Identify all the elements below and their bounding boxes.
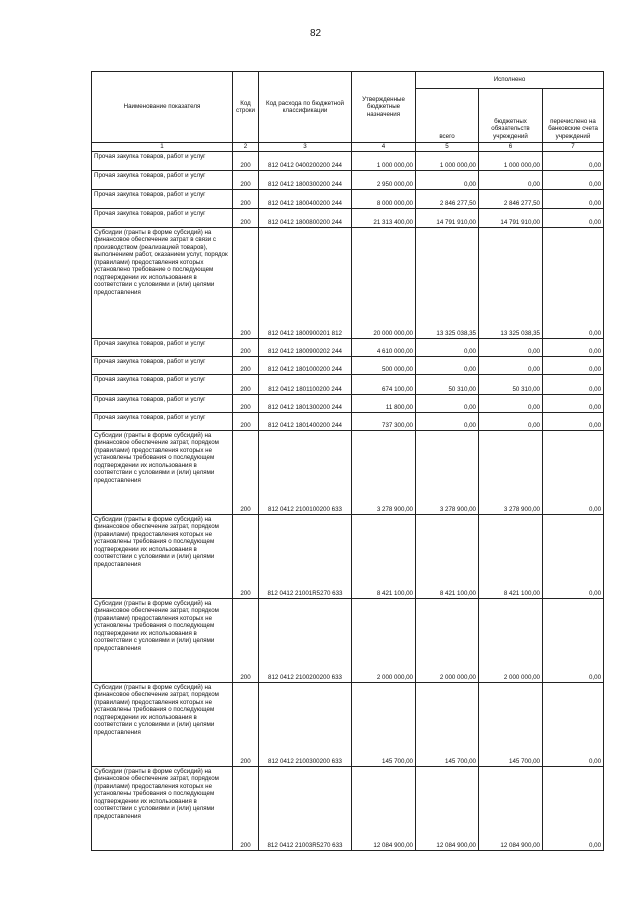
table-row — [92, 357, 604, 375]
column-numbers-row — [92, 143, 604, 152]
row-total: 0,00 — [416, 357, 479, 375]
row-budget-code: 812 0412 1801400200 244 — [259, 413, 352, 431]
row-transferred: 0,00 — [543, 599, 604, 683]
row-obligations: 1 000 000,00 — [479, 152, 543, 171]
row-budget-code: 812 0412 2100200200 633 — [259, 599, 352, 683]
row-obligations: 0,00 — [479, 357, 543, 375]
table-row — [92, 431, 604, 515]
row-name: Прочая закупка товаров, работ и услуг — [92, 357, 233, 375]
row-name: Прочая закупка товаров, работ и услуг — [92, 171, 233, 190]
header-transferred: перечислено на банковские счета учреждений — [543, 89, 604, 143]
row-total: 2 846 277,50 — [416, 190, 479, 209]
header-name: Наименование показателя — [92, 72, 233, 143]
row-obligations: 13 325 038,35 — [479, 228, 543, 339]
table-row — [92, 152, 604, 171]
table-row — [92, 171, 604, 190]
column-number: 4 — [352, 143, 416, 152]
column-number: 5 — [416, 143, 479, 152]
row-line-code: 200 — [233, 375, 259, 395]
row-name: Прочая закупка товаров, работ и услуг — [92, 190, 233, 209]
row-name: Субсидии (гранты в форме субсидий) на финансовое обеспечение затрат в связи с производством (реализацией товаров), выполнением работ, оказанием услуг, порядок (правилами) предоставления которых установлено требование о последующем подтверждении их использования в соответствии с условиями и (или) целями предоставления — [92, 228, 233, 339]
row-transferred: 0,00 — [543, 375, 604, 395]
row-total: 0,00 — [416, 395, 479, 413]
row-line-code: 200 — [233, 683, 259, 767]
row-budget-code: 812 0412 1800400200 244 — [259, 190, 352, 209]
table-row — [92, 228, 604, 339]
budget-execution-table — [91, 71, 604, 851]
row-budget-code: 812 0412 1800300200 244 — [259, 171, 352, 190]
row-approved: 12 084 900,00 — [352, 767, 416, 851]
row-total: 2 000 000,00 — [416, 599, 479, 683]
header-budget-obligations: бюджетных обязательств учреждений — [479, 89, 543, 143]
header-budget-code: Код расхода по бюджетной классификации — [259, 72, 352, 143]
page-number: 82 — [309, 28, 322, 39]
row-line-code: 200 — [233, 171, 259, 190]
row-line-code: 200 — [233, 152, 259, 171]
row-line-code: 200 — [233, 767, 259, 851]
column-number: 6 — [479, 143, 543, 152]
row-approved: 21 313 400,00 — [352, 209, 416, 228]
row-approved: 8 000 000,00 — [352, 190, 416, 209]
row-budget-code: 812 0412 1801000200 244 — [259, 357, 352, 375]
row-line-code: 200 — [233, 190, 259, 209]
row-budget-code: 812 0412 1801300200 244 — [259, 395, 352, 413]
row-transferred: 0,00 — [543, 413, 604, 431]
row-line-code: 200 — [233, 599, 259, 683]
row-total: 13 325 038,35 — [416, 228, 479, 339]
row-line-code: 200 — [233, 339, 259, 357]
row-name: Субсидии (гранты в форме субсидий) на финансовое обеспечение затрат, порядком (правилами) предоставления которых не установлены требования о последующем подтверждении их использования в соответствии с условиями и (или) целями предоставления — [92, 431, 233, 515]
header-row-top — [92, 72, 604, 89]
row-obligations: 0,00 — [479, 171, 543, 190]
row-name: Прочая закупка товаров, работ и услуг — [92, 339, 233, 357]
column-number: 7 — [543, 143, 604, 152]
row-obligations: 14 791 910,00 — [479, 209, 543, 228]
row-approved: 3 278 900,00 — [352, 431, 416, 515]
row-approved: 4 610 000,00 — [352, 339, 416, 357]
row-budget-code: 812 0412 1801100200 244 — [259, 375, 352, 395]
row-total: 12 084 900,00 — [416, 767, 479, 851]
column-number: 3 — [259, 143, 352, 152]
row-budget-code: 812 0412 2100300200 633 — [259, 683, 352, 767]
table-row — [92, 767, 604, 851]
row-approved: 145 700,00 — [352, 683, 416, 767]
table-row — [92, 683, 604, 767]
row-budget-code: 812 0412 21003R5270 633 — [259, 767, 352, 851]
row-transferred: 0,00 — [543, 357, 604, 375]
row-total: 0,00 — [416, 413, 479, 431]
row-total: 3 278 900,00 — [416, 431, 479, 515]
header-line-code: Код строки — [233, 72, 259, 143]
row-approved: 2 000 000,00 — [352, 599, 416, 683]
row-transferred: 0,00 — [543, 190, 604, 209]
header-executed: Исполнено — [416, 72, 604, 89]
table-row — [92, 190, 604, 209]
row-name: Прочая закупка товаров, работ и услуг — [92, 375, 233, 395]
row-obligations: 2 846 277,50 — [479, 190, 543, 209]
row-line-code: 200 — [233, 357, 259, 375]
row-line-code: 200 — [233, 228, 259, 339]
row-budget-code: 812 0412 1800800200 244 — [259, 209, 352, 228]
row-budget-code: 812 0412 21001R5270 633 — [259, 515, 352, 599]
header-approved: Утвержденные бюджетные назначения — [352, 72, 416, 143]
row-approved: 674 100,00 — [352, 375, 416, 395]
row-transferred: 0,00 — [543, 228, 604, 339]
row-name: Прочая закупка товаров, работ и услуг — [92, 209, 233, 228]
row-approved: 737 300,00 — [352, 413, 416, 431]
column-number: 1 — [92, 143, 233, 152]
column-number: 2 — [233, 143, 259, 152]
row-obligations: 2 000 000,00 — [479, 599, 543, 683]
row-name: Прочая закупка товаров, работ и услуг — [92, 395, 233, 413]
row-name: Субсидии (гранты в форме субсидий) на финансовое обеспечение затрат, порядком (правилами) предоставления которых не установлены требования о последующем подтверждении их использования в соответствии с условиями и (или) целями предоставления — [92, 599, 233, 683]
row-approved: 500 000,00 — [352, 357, 416, 375]
table-row — [92, 413, 604, 431]
row-name: Субсидии (гранты в форме субсидий) на финансовое обеспечение затрат, порядком (правилами) предоставления которых не установлены требования о последующем подтверждении их использования в соответствии с условиями и (или) целями предоставления — [92, 683, 233, 767]
row-line-code: 200 — [233, 395, 259, 413]
row-obligations: 145 700,00 — [479, 683, 543, 767]
row-transferred: 0,00 — [543, 515, 604, 599]
table-row — [92, 515, 604, 599]
row-obligations: 50 310,00 — [479, 375, 543, 395]
row-transferred: 0,00 — [543, 209, 604, 228]
row-budget-code: 812 0412 1800900201 812 — [259, 228, 352, 339]
row-transferred: 0,00 — [543, 152, 604, 171]
row-approved: 11 800,00 — [352, 395, 416, 413]
row-budget-code: 812 0412 1800900202 244 — [259, 339, 352, 357]
row-budget-code: 812 0412 0400200200 244 — [259, 152, 352, 171]
row-budget-code: 812 0412 2100100200 633 — [259, 431, 352, 515]
row-transferred: 0,00 — [543, 767, 604, 851]
row-line-code: 200 — [233, 515, 259, 599]
row-name: Прочая закупка товаров, работ и услуг — [92, 413, 233, 431]
row-approved: 2 950 000,00 — [352, 171, 416, 190]
row-obligations: 0,00 — [479, 395, 543, 413]
table-row — [92, 599, 604, 683]
row-obligations: 12 084 900,00 — [479, 767, 543, 851]
row-approved: 1 000 000,00 — [352, 152, 416, 171]
row-obligations: 0,00 — [479, 339, 543, 357]
row-transferred: 0,00 — [543, 171, 604, 190]
row-total: 0,00 — [416, 171, 479, 190]
row-name: Субсидии (гранты в форме субсидий) на финансовое обеспечение затрат, порядком (правилами) предоставления которых не установлены требования о последующем подтверждении их использования в соответствии с условиями и (или) целями предоставления — [92, 515, 233, 599]
table-row — [92, 375, 604, 395]
row-total: 8 421 100,00 — [416, 515, 479, 599]
row-obligations: 8 421 100,00 — [479, 515, 543, 599]
row-total: 14 791 910,00 — [416, 209, 479, 228]
row-name: Прочая закупка товаров, работ и услуг — [92, 152, 233, 171]
row-total: 145 700,00 — [416, 683, 479, 767]
row-transferred: 0,00 — [543, 339, 604, 357]
table-row — [92, 209, 604, 228]
row-name: Субсидии (гранты в форме субсидий) на финансовое обеспечение затрат, порядком (правилами) предоставления которых не установлены требования о последующем подтверждении их использования в соответствии с условиями и (или) целями предоставления — [92, 767, 233, 851]
row-line-code: 200 — [233, 413, 259, 431]
header-total: всего — [416, 89, 479, 143]
row-line-code: 200 — [233, 431, 259, 515]
row-obligations: 3 278 900,00 — [479, 431, 543, 515]
table-row — [92, 339, 604, 357]
table-row — [92, 395, 604, 413]
row-approved: 20 000 000,00 — [352, 228, 416, 339]
row-total: 1 000 000,00 — [416, 152, 479, 171]
row-line-code: 200 — [233, 209, 259, 228]
row-total: 0,00 — [416, 339, 479, 357]
row-transferred: 0,00 — [543, 683, 604, 767]
row-transferred: 0,00 — [543, 395, 604, 413]
row-approved: 8 421 100,00 — [352, 515, 416, 599]
row-total: 50 310,00 — [416, 375, 479, 395]
row-obligations: 0,00 — [479, 413, 543, 431]
row-transferred: 0,00 — [543, 431, 604, 515]
